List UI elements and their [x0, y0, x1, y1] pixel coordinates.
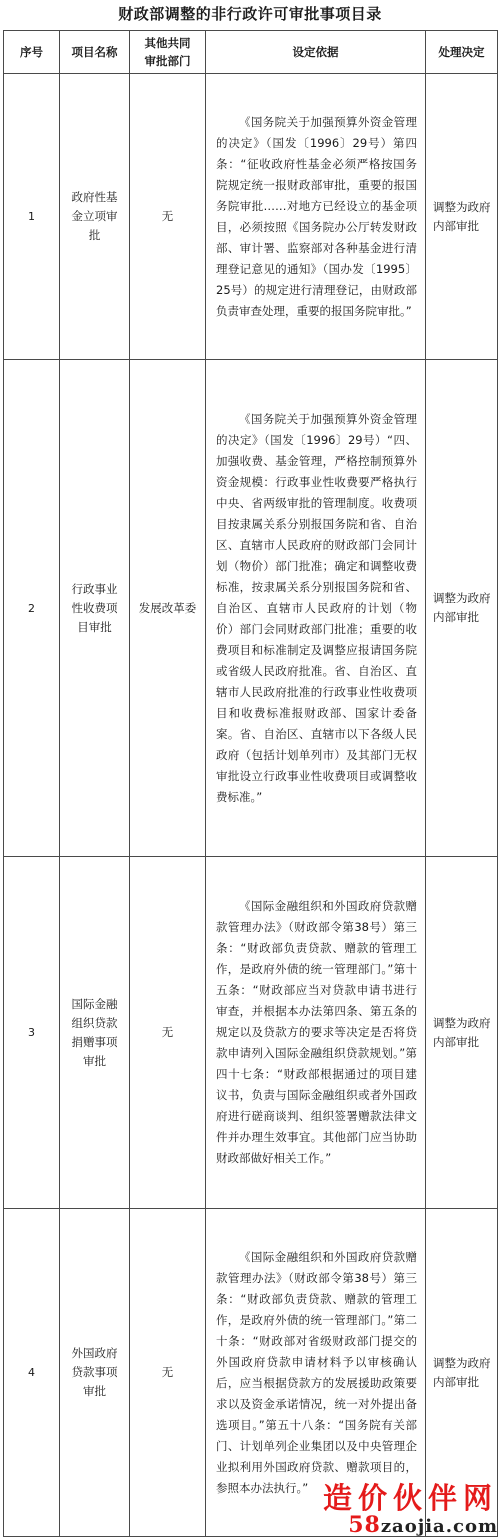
row-basis: 《国际金融组织和外国政府贷款赠款管理办法》（财政部令第38号）第三条：“财政部负责贷款、赠款的管理工作，是政府外债的统一管理部门。”第十五条：“财政部应当对贷款申请书进行审查，并根据本办法第四条、第五条的规定以及贷款方的要求等决定是否将贷款申请列入国际金融组织贷款规划。”第四十七条：“财政部根据通过的项目建议书，负责与国际金融组织或者外国政府进行磋商谈判、组织签署赠款法律文件并办理生效事宜。其他部门应当协助财政部做好相关工作。”: [206, 857, 426, 1209]
watermark-domain: [323, 1512, 498, 1538]
page-title: 财政部调整的非行政许可审批事项目录: [118, 5, 382, 23]
table-row: [4, 74, 498, 360]
approval-items-table: [3, 30, 498, 1537]
table-header-row: [4, 31, 498, 74]
row-name: 国际金融组织贷款捐赠事项审批: [60, 857, 130, 1209]
row-name: 行政事业性收费项目审批: [60, 360, 130, 857]
row-name: 外国政府贷款事项审批: [60, 1209, 130, 1537]
row-other-dept: 无: [130, 74, 206, 360]
watermark-logo: [323, 1481, 498, 1537]
row-seq: 3: [4, 857, 60, 1209]
row-other-dept: 无: [130, 857, 206, 1209]
row-decision: 调整为政府内部审批: [426, 360, 498, 857]
row-basis: 《国际金融组织和外国政府贷款赠款管理办法》（财政部令第38号）第三条：“财政部负责贷款、赠款的管理工作，是政府外债的统一管理部门。”第二十条：“财政部对省级财政部门提交的外国政府贷款申请材料予以审核确认后，应当根据贷款方的发展援助政策要求以及资金承诺情况，统一对外提出备选项目。”第五十八条：“国务院有关部门、计划单列企业集团以及中央管理企业拟利用外国政府贷款、赠款项目的，参照本办法执行。”: [206, 1209, 426, 1537]
row-basis: 《国务院关于加强预算外资金管理的决定》（国发〔1996〕29号）第四条：“征收政府性基金必须严格按国务院规定统一报财政部审批，重要的报国务院审批……对地方已经设立的基金项目，必须按照《国务院办公厅转发财政部、审计署、监察部对各种基金进行清理登记意见的通知》（国办发〔1995〕25号）的规定进行清理登记，由财政部负责审查处理，重要的报国务院审批。”: [206, 74, 426, 360]
row-decision: 调整为政府内部审批: [426, 74, 498, 360]
table-row: [4, 857, 498, 1209]
row-name: 政府性基金立项审批: [60, 74, 130, 360]
header-other-dept: 其他共同审批部门: [130, 31, 206, 74]
watermark-number: 58: [348, 1512, 381, 1538]
row-other-dept: 发展改革委: [130, 360, 206, 857]
watermark-brand: 造价伙伴网: [322, 1481, 498, 1515]
row-decision: 调整为政府内部审批: [426, 1209, 498, 1537]
watermark-site: zaojia.com: [380, 1516, 498, 1537]
row-seq: 4: [4, 1209, 60, 1537]
row-basis: 《国务院关于加强预算外资金管理的决定》（国发〔1996〕29号）“四、加强收费、基金管理，严格控制预算外资金规模：行政事业性收费要严格执行中央、省两级审批的管理制度。收费项目按隶属关系分别报国务院和省、自治区、直辖市人民政府的财政部门会同计划（物价）部门批准；确定和调整收费标准，按隶属关系分别报国务院和省、自治区、直辖市人民政府的计划（物价）部门会同财政部门批准；重要的收费项目和标准制定及调整应报请国务院或省级人民政府批准。省、自治区、直辖市人民政府批准的行政事业性收费项目和收费标准报财政部、国家计委备案。省、自治区、直辖市以下各级人民政府（包括计划单列市）及其部门无权审批设立行政事业性收费项目或调整收费标准。”: [206, 360, 426, 857]
row-other-dept: 无: [130, 1209, 206, 1537]
row-decision: 调整为政府内部审批: [426, 857, 498, 1209]
header-basis: 设定依据: [206, 31, 426, 74]
header-name: 项目名称: [60, 31, 130, 74]
row-seq: 2: [4, 360, 60, 857]
header-decision: 处理决定: [426, 31, 498, 74]
table-row: [4, 360, 498, 857]
header-seq: 序号: [4, 31, 60, 74]
row-seq: 1: [4, 74, 60, 360]
